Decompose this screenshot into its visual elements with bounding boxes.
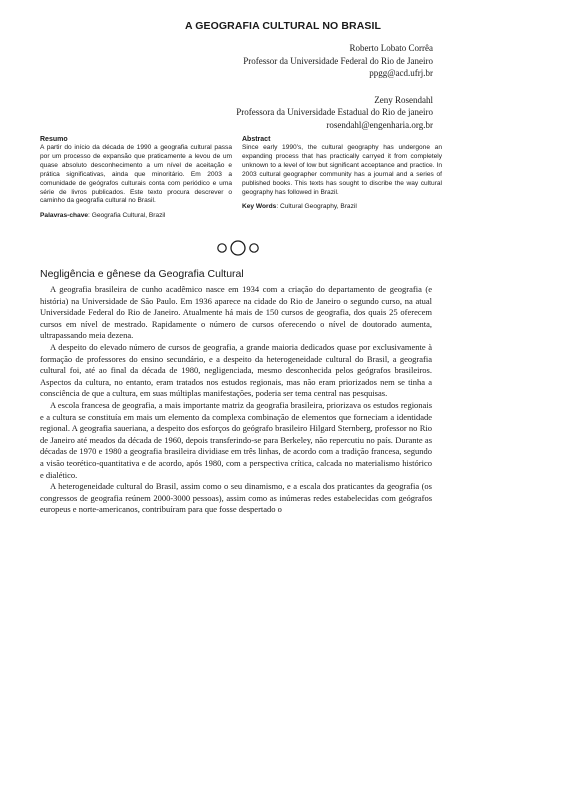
author-name: Zeny Rosendahl: [374, 94, 433, 105]
keywords-value: : Cultural Geography, Brazil: [276, 203, 357, 211]
paper-title: A GEOGRAFIA CULTURAL NO BRASIL: [184, 20, 382, 32]
keywords-label: Key Words: [242, 203, 277, 211]
paragraph: A despeito do elevado número de cursos de geografia, a grande maioria dedicados quase por exclusivamente à formação de professores do ensino secundário, e a despeito da heterogeneidade cultural do Brasil, a geografia cultural foi, até ao final da década de 1980, negligenciada, mesmo desconhecida pelos geógrafos brasileiros. Aspectos da cultura, no entanto, eram tratados nos estudos regionais, mas não eram priorizados nem se tinha a consciência de que a cultura, em suas múltiplas manifestações, poderia ser tema central nas pesquisas.: [40, 341, 432, 399]
author-name: Roberto Lobato Corrêa: [349, 43, 433, 53]
abstract-column: [242, 135, 442, 212]
abstract-keywords: [242, 203, 442, 212]
keywords-label: Palavras-chave: [40, 212, 89, 220]
abstract-text: Since early 1990's, the cultural geography has undergone an expanding process that has practically carryed it from completely unknown to a level of low but significant acceptance and practice. In 2003 cultural geographer community has a journal and a series of published books. This texts has sought to discribe the way cultural geography has followed in Brazil.: [242, 144, 442, 196]
abstract-heading: Abstract: [242, 136, 271, 143]
author-email: rosendahl@engenharia.org.br: [326, 119, 433, 130]
resumo-heading: Resumo: [40, 136, 68, 143]
paragraph: A heterogeneidade cultural do Brasil, assim como o seu dinamismo, e a escala dos praticantes da geografia (os congressos de geografia reúnem 2000-3000 pessoas), assim como as inúmeras redes estabelecidas com geógrafos europeus e norte-americanos, contribuíram para que fosse despertado o: [40, 481, 432, 515]
body-text: [40, 284, 432, 516]
author-block: [236, 42, 433, 132]
resumo-text: A partir do início da década de 1990 a geografia cultural passa por um processo de expansão que praticamente a levou de um quase absoluto desconhecimento a um nível de aceitação e prática significativas, ainda que minoritário. Em 2003 a comunidade de geógrafos culturais conta com periódico e uma série de livros publicados. Este texto procura descrever o caminho da geografia cultural no Brasil.: [40, 144, 232, 205]
author-affiliation: Professora da Universidade Estadual do Rio de janeiro: [236, 107, 433, 118]
keywords-value: : Geografia Cultural, Brazil: [88, 212, 166, 220]
circles-ornament: [213, 238, 269, 258]
paragraph: A geografia brasileira de cunho acadêmico nasce em 1934 com a criação do departamento de geografia (e história) na Universidade de São Paulo. Em 1936 aparece na cidade do Rio de Janeiro o segundo curso, na atual Universidade Federal do Rio de Janeiro. Atualmente há mais de 150 cursos de geografia, dos quais 25 oferecem cursos em nível de mestrado. Rapidamente o número de cursos oferecendo o nível de doutorado aumenta, ultrapassando meia dezena.: [40, 284, 432, 341]
author-affiliation: Professor da Universidade Federal do Rio de Janeiro: [243, 55, 433, 66]
paragraph: A escola francesa de geografia, a mais importante matriz da geografia brasileira, priorizava os estudos regionais e a cultura se constituía em mais um elemento da complexa combinação de elementos que forneciam a identidade regional. A geografia saueriana, a despeito dos esforços do geógrafo brasileiro Hilgard Sternberg, professor no Rio de Janeiro até meados da década de 1960, depois transferindo-se para Berkeley, não repercutiu no país. Durante as décadas de 1970 e 1980 a geografia brasileira dividiase em três linhas, de acordo com a tradição francesa, segundo a visão teorético-quantitativa e de acordo, após 1980, com a perspectiva crítica, calcada no materialismo histórico e dialético.: [40, 399, 432, 480]
resumo-column: [40, 135, 232, 221]
resumo-keywords: [40, 212, 232, 221]
author-email: ppgg@acd.ufrj.br: [369, 68, 433, 79]
section-title: Negligência e gênese da Geografia Cultural: [40, 268, 244, 280]
